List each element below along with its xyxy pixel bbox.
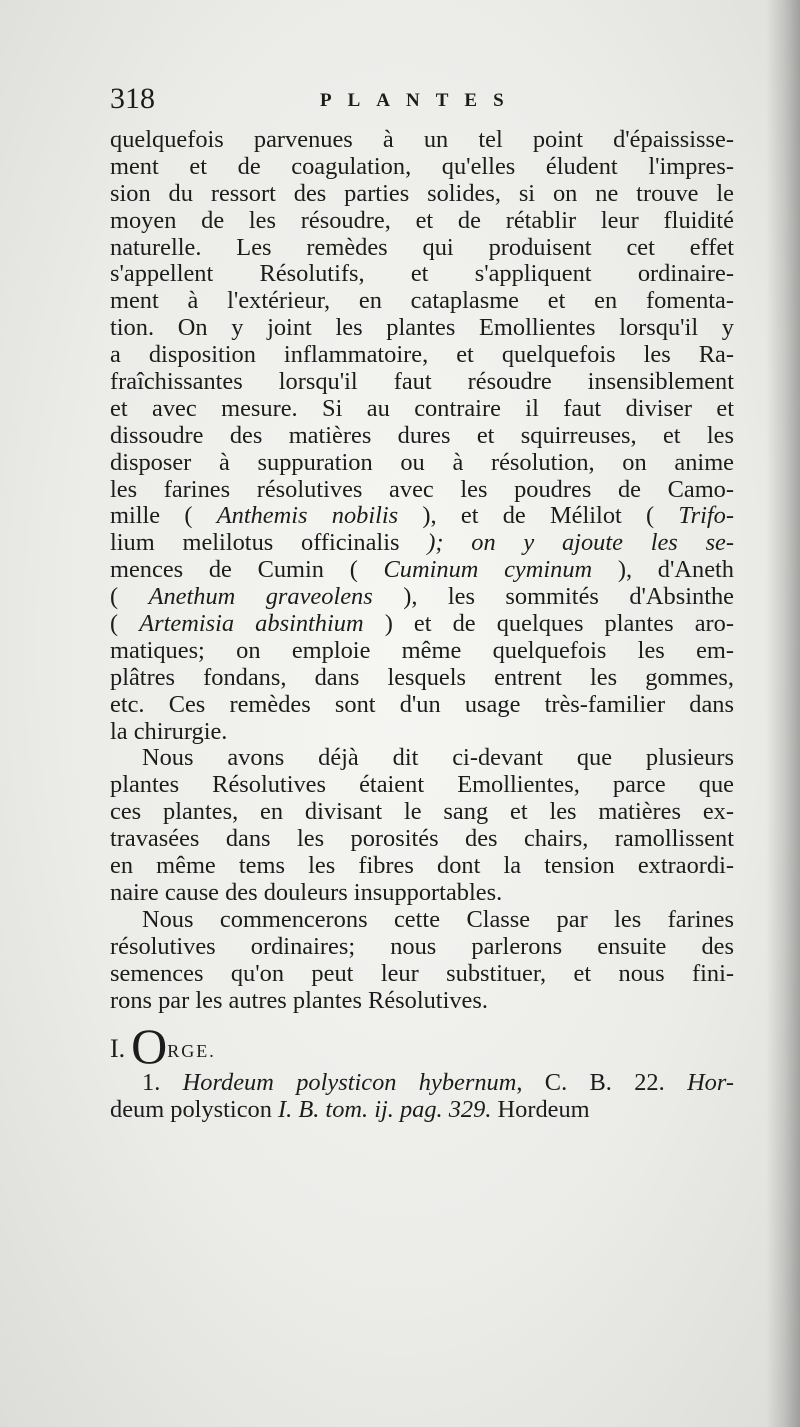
text-line — [110, 961, 734, 988]
text-segment: tion. On y joint les plantes Emollientes lorsqu'il y — [110, 314, 734, 342]
text-segment: matiques; on emploie même quelquefois les em- — [110, 636, 734, 664]
text-line — [110, 450, 734, 477]
text-segment: ment à l'extérieur, en cataplasme et en fomenta- — [110, 287, 734, 315]
italic-text: Anthemis nobilis — [216, 502, 399, 530]
running-head — [110, 82, 710, 122]
text-segment: plâtres fondans, dans lesquels entrent les gommes, — [110, 663, 734, 691]
text-segment: rons par les autres plantes Résolutives. — [110, 986, 488, 1014]
italic-text: Anethum graveolens — [148, 583, 373, 611]
text-segment: ( — [110, 583, 149, 611]
text-segment: ment et de coagulation, qu'elles éludent l'impres- — [110, 152, 734, 180]
text-segment: la chirurgie. — [110, 717, 228, 745]
text-line — [110, 208, 734, 235]
text-line — [110, 477, 734, 504]
text-line — [110, 934, 734, 961]
text-line — [110, 745, 734, 772]
text-segment: s'appellent Résolutifs, et s'appliquent ordinaire- — [110, 260, 734, 288]
text-segment: ( — [110, 610, 140, 638]
text-line — [110, 342, 734, 369]
text-segment: et avec mesure. Si au contraire il faut diviser et — [110, 394, 734, 422]
text-segment: Nous avons déjà dit ci-devant que plusieurs — [142, 744, 734, 772]
text-line — [110, 396, 734, 423]
text-line — [110, 261, 734, 288]
text-segment: Hordeum — [497, 1096, 590, 1124]
text-segment: les farines résolutives avec les poudres de Camo- — [110, 475, 734, 503]
paragraph-2 — [110, 745, 734, 906]
italic-text: Artemisia absinthium — [139, 610, 364, 638]
italic-text: Cuminum cyminum — [383, 556, 593, 584]
section-number: I. — [110, 1034, 126, 1064]
text-segment: plantes Résolutives étaient Emollientes, parce que — [110, 771, 734, 799]
italic-text: Trifo- — [678, 502, 734, 530]
text-line — [110, 369, 734, 396]
text-segment: ), et de Mélilot ( — [398, 502, 679, 530]
text-line — [110, 880, 734, 907]
text-segment: a disposition inflammatoire, et quelquefois les Ra- — [110, 341, 734, 369]
text-line — [110, 127, 734, 154]
paragraph-1 — [110, 127, 734, 745]
text-segment: résolutives ordinaires; nous parlerons ensuite des — [110, 932, 734, 960]
synonymy-entry — [110, 1070, 734, 1124]
text-line — [110, 423, 734, 450]
text-line — [110, 907, 734, 934]
text-segment: en même tems les fibres dont la tension extraordi- — [110, 852, 734, 880]
text-segment: mences de Cumin ( — [110, 556, 384, 584]
text-line — [110, 235, 734, 262]
section-heading — [110, 1018, 734, 1075]
italic-text: I. B. tom. ij. pag. 329. — [271, 1096, 498, 1124]
text-segment: naturelle. Les remèdes qui produisent cet effet — [110, 233, 734, 261]
text-line — [110, 1097, 734, 1124]
paragraph-3 — [110, 907, 734, 1015]
text-segment: mille ( — [110, 502, 217, 530]
text-line — [110, 799, 734, 826]
text-line — [110, 1070, 734, 1097]
italic-text: Hor- — [687, 1069, 734, 1097]
text-segment: ), les sommités d'Absinthe — [372, 583, 734, 611]
text-line — [110, 826, 734, 853]
text-line — [110, 315, 734, 342]
text-line — [110, 719, 734, 746]
text-line — [110, 988, 734, 1015]
text-line — [110, 772, 734, 799]
text-segment: deum polysticon — [110, 1096, 272, 1124]
page-gutter-shadow — [766, 0, 800, 1427]
text-segment: moyen de les résoudre, et de rétablir leur fluidité — [110, 206, 734, 234]
page-number: 318 — [110, 82, 155, 115]
text-line — [110, 288, 734, 315]
text-segment: dissoudre des matières dures et squirreuses, et les — [110, 421, 734, 449]
text-segment: semences qu'on peut leur substituer, et nous fini- — [110, 959, 734, 987]
text-line — [110, 530, 734, 557]
text-segment: quelquefois parvenues à un tel point d'épaississe- — [110, 126, 734, 153]
running-title: PLANTES — [320, 90, 520, 111]
section-drop-initial: O — [131, 1018, 168, 1075]
text-line — [110, 611, 734, 638]
text-line — [110, 584, 734, 611]
text-line — [110, 503, 734, 530]
text-segment: ces plantes, en divisant le sang et les matières ex- — [110, 798, 734, 826]
text-line — [110, 665, 734, 692]
text-segment: disposer à suppuration ou à résolution, on anime — [110, 448, 734, 476]
text-line — [110, 853, 734, 880]
text-segment: ) et de quelques plantes aro- — [363, 610, 734, 638]
text-segment: travasées dans les porosités des chairs, ramollissent — [110, 825, 734, 853]
italic-text: Hordeum polysticon hybernum — [182, 1069, 517, 1097]
text-segment: sion du ressort des parties solides, si on ne trouve le — [110, 179, 734, 207]
italic-text: ); on y ajoute les se- — [399, 529, 735, 557]
text-segment: Nous commencerons cette Classe par les farines — [142, 905, 734, 933]
text-line — [110, 154, 734, 181]
body-text — [110, 127, 734, 1124]
text-line — [110, 557, 734, 584]
text-segment: 1. — [142, 1069, 183, 1097]
text-segment: ), d'Aneth — [592, 556, 734, 584]
section-title-rest: RGE. — [167, 1041, 216, 1062]
text-segment: fraîchissantes lorsqu'il faut résoudre insensiblement — [110, 368, 734, 396]
text-segment: , C. B. 22. — [516, 1069, 688, 1097]
text-line — [110, 181, 734, 208]
text-segment: etc. Ces remèdes sont d'un usage très-familier dans — [110, 690, 734, 718]
text-line — [110, 692, 734, 719]
text-segment: lium melilotus officinalis — [110, 529, 400, 557]
text-line — [110, 638, 734, 665]
text-segment: naire cause des douleurs insupportables. — [110, 878, 503, 906]
